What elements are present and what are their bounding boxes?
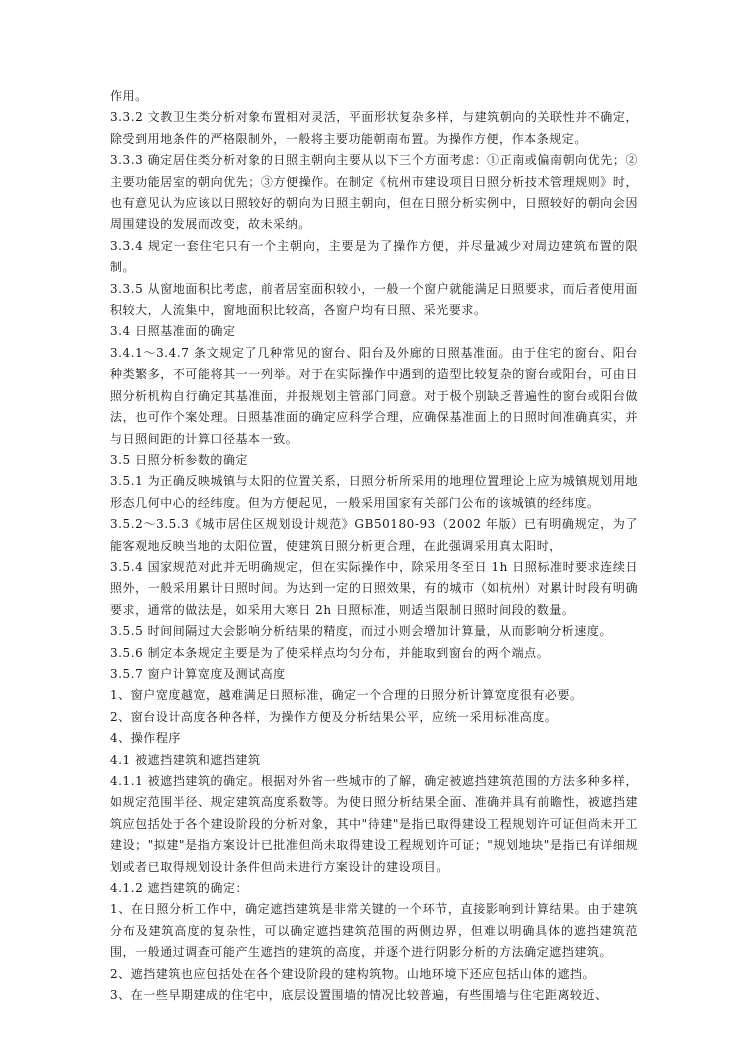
paragraph: 3.3.2 文教卫生类分析对象布置相对灵活，平面形状复杂多样，与建筑朝向的关联性并不确定，除受到用地条件的严格限制外，一般将主要功能朝南布置。为操作方便，作本条规定。 <box>110 110 638 146</box>
section-heading: 3.5 日照分析参数的确定 <box>110 452 249 467</box>
paragraph: 3.3.4 规定一套住宅只有一个主朝向，主要是为了操作方便，并尽量减少对周边建筑布置的限制。 <box>110 238 638 275</box>
paragraph: 3.4.1～3.4.7 条文规定了几种常见的窗台、阳台及外廊的日照基准面。由于住宅的窗台、阳台种类繁多，不可能将其一一列举。对于在实际操作中遇到的造型比较复杂的窗台或阳台，可由日照分析机构自行确定其基准面，并报规划主管部门同意。对于极个别缺乏普遍性的窗台或阳台做法，也可作个案处理。日照基准面的确定应科学合理，应确保基准面上的日照时间准确真实，并与日照间距的计算口径基本一致。 <box>110 345 638 446</box>
list-item: 2、遮挡建筑也应包括处在各个建设阶段的建构筑物。山地环境下还应包括山体的遮挡。 <box>110 966 596 981</box>
section-heading: 3.4 日照基准面的确定 <box>110 324 236 339</box>
section-heading: 4.1 被遮挡建筑和遮挡建筑 <box>110 752 261 767</box>
paragraph: 3.5.6 制定本条规定主要是为了使采样点均匀分布，并能取到窗台的两个端点。 <box>110 645 550 660</box>
paragraph: 3.3.3 确定居住类分析对象的日照主朝向主要从以下三个方面考虑：①正南或偏南朝向优先；②主要功能居室的朝向优先；③方便操作。在制定《杭州市建设项目日照分析技术管理规则》时，也有意见认为应该以日照较好的朝向为日照主朝向，但在日照分析实例中，日照较好的朝向会因周围建设的发展而改变，故未采纳。 <box>110 153 638 232</box>
paragraph: 3.5.5 时间间隔过大会影响分析结果的精度，而过小则会增加计算量，从而影响分析速度。 <box>110 624 613 639</box>
list-item: 1、窗户宽度越宽，越难满足日照标准，确定一个合理的日照分析计算宽度很有必要。 <box>110 688 583 703</box>
paragraph: 4.1.1 被遮挡建筑的确定。根据对外省一些城市的了解，确定被遮挡建筑范围的方法多种多样，如规定范围半径、规定建筑高度系数等。为使日照分析结果全面、准确并具有前瞻性，被遮挡建筑应包括处于各个建设阶段的分析对象，其中"待建"是指已取得建设工程规划许可证但尚未开工建设；"拟建"是指方案设计已批准但尚未取得建设工程规划许可证；"规划地块"是指已有详细规划或者已取得规划设计条件但尚未进行方案设计的建设项目。 <box>110 774 638 874</box>
paragraph: 3.5.4 国家规范对此并无明确规定，但在实际操作中，除采用冬至日 1h 日照标准时要求连续日照外，一般采用累计日照时间。为达到一定的日照效果，有的城市（如杭州）对累计时段有明确要求，通常的做法是，如采用大寒日 2h 日照标准，则适当限制日照时间段的数量。 <box>110 559 638 617</box>
list-item: 1、在日照分析工作中，确定遮挡建筑是非常关键的一个环节，直接影响到计算结果。由于建筑分布及建筑高度的复杂性，可以确定遮挡建筑范围的两侧边界，但难以明确具体的遮挡建筑范围，一般通过调查可能产生遮挡的建筑的高度，并逐个进行阴影分析的方法确定遮挡建筑。 <box>110 902 638 960</box>
section-heading: 4.1.2 遮挡建筑的确定： <box>110 881 249 896</box>
section-heading: 4、操作程序 <box>110 731 181 746</box>
section-heading: 3.5.7 窗户计算宽度及测试高度 <box>110 666 286 681</box>
paragraph: 作用。 <box>110 89 148 103</box>
paragraph: 3.5.1 为正确反映城镇与太阳的位置关系，日照分析所采用的地理位置理论上应为城镇规划用地形态几何中心的经纬度。但为方便起见，一般采用国家有关部门公布的该城镇的经纬度。 <box>110 474 638 510</box>
paragraph: 3.5.2～3.5.3《城市居住区规划设计规范》GB50180-93（2002 年版）已有明确规定，为了能客观地反映当地的太阳位置，使建筑日照分析更合理，在此强调采用真太阳时， <box>110 517 638 553</box>
document-page <box>110 86 638 1006</box>
list-item: 2、窗台设计高度各种各样，为操作方便及分析结果公平，应统一采用标准高度。 <box>110 709 558 724</box>
list-item: 3、在一些早期建成的住宅中，底层设置围墙的情况比较普遍，有些围墙与住宅距离较近、 <box>110 988 608 1003</box>
paragraph: 3.3.5 从窗地面积比考虑，前者居室面积较小，一般一个窗户就能满足日照要求，而后者使用面积较大，人流集中，窗地面积比较高，各窗户均有日照、采光要求。 <box>110 281 638 318</box>
